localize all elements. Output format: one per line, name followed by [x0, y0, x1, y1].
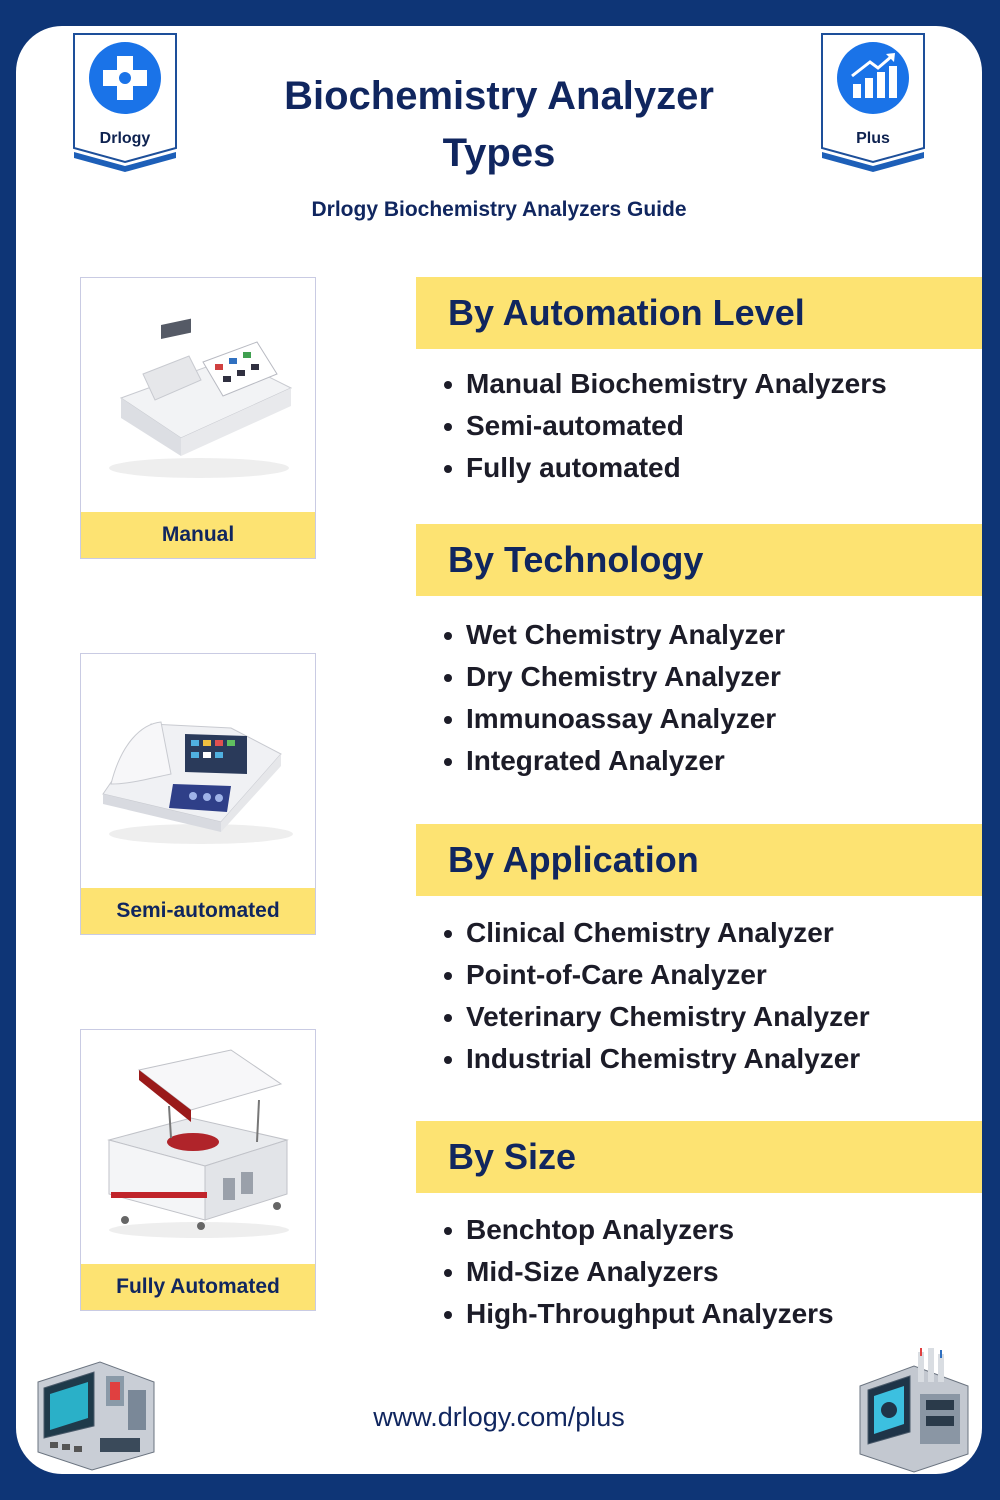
- section-heading: By Technology: [416, 524, 982, 596]
- page-subtitle: Drlogy Biochemistry Analyzers Guide: [311, 198, 687, 221]
- list-item: Benchtop Analyzers: [416, 1209, 982, 1251]
- section-automation-level: [416, 277, 982, 489]
- section-heading: By Size: [416, 1121, 982, 1193]
- list-item: Point-of-Care Analyzer: [416, 954, 982, 996]
- list-item: Clinical Chemistry Analyzer: [416, 912, 982, 954]
- section-list: [416, 912, 982, 1080]
- list-item: Veterinary Chemistry Analyzer: [416, 996, 982, 1038]
- list-item: Wet Chemistry Analyzer: [416, 614, 982, 656]
- lab-machine-icon-right: [854, 1342, 974, 1474]
- section-technology: [416, 524, 982, 782]
- manual-analyzer-image: [81, 278, 315, 510]
- section-heading: By Automation Level: [416, 277, 982, 349]
- list-item: High-Throughput Analyzers: [416, 1293, 982, 1335]
- plus-badge-label: Plus: [856, 130, 890, 147]
- infographic-card: [16, 26, 982, 1474]
- photo-caption-semi-automated: Semi-automated: [81, 888, 315, 934]
- photo-caption-manual: Manual: [81, 512, 315, 558]
- list-item: Industrial Chemistry Analyzer: [416, 1038, 982, 1080]
- section-list: [416, 1209, 982, 1335]
- footer-url[interactable]: www.drlogy.com/plus: [373, 1402, 625, 1432]
- list-item: Dry Chemistry Analyzer: [416, 656, 982, 698]
- title-line-2: Types: [442, 131, 556, 175]
- photo-caption-fully-automated: Fully Automated: [81, 1264, 315, 1310]
- plus-badge: [820, 32, 926, 172]
- drlogy-badge-label: Drlogy: [99, 130, 151, 147]
- list-item: Immunoassay Analyzer: [416, 698, 982, 740]
- photo-card-fully-automated: [80, 1029, 316, 1311]
- list-item: Mid-Size Analyzers: [416, 1251, 982, 1293]
- drlogy-badge: [72, 32, 178, 172]
- list-item: Integrated Analyzer: [416, 740, 982, 782]
- list-item: Manual Biochemistry Analyzers: [416, 363, 982, 405]
- list-item: Semi-automated: [416, 405, 982, 447]
- photo-card-manual: [80, 277, 316, 559]
- section-size: [416, 1121, 982, 1335]
- lab-machine-icon-left: [30, 1342, 160, 1474]
- growth-chart-icon: [820, 32, 926, 172]
- section-application: [416, 824, 982, 1080]
- page-title: [216, 68, 782, 182]
- section-list: [416, 363, 982, 489]
- fully-automated-analyzer-image: [81, 1030, 315, 1262]
- list-item: Fully automated: [416, 447, 982, 489]
- section-heading: By Application: [416, 824, 982, 896]
- section-list: [416, 614, 982, 782]
- medical-cross-icon: [72, 32, 178, 172]
- semi-automated-analyzer-image: [81, 654, 315, 886]
- title-line-1: Biochemistry Analyzer: [284, 74, 714, 118]
- photo-card-semi-automated: [80, 653, 316, 935]
